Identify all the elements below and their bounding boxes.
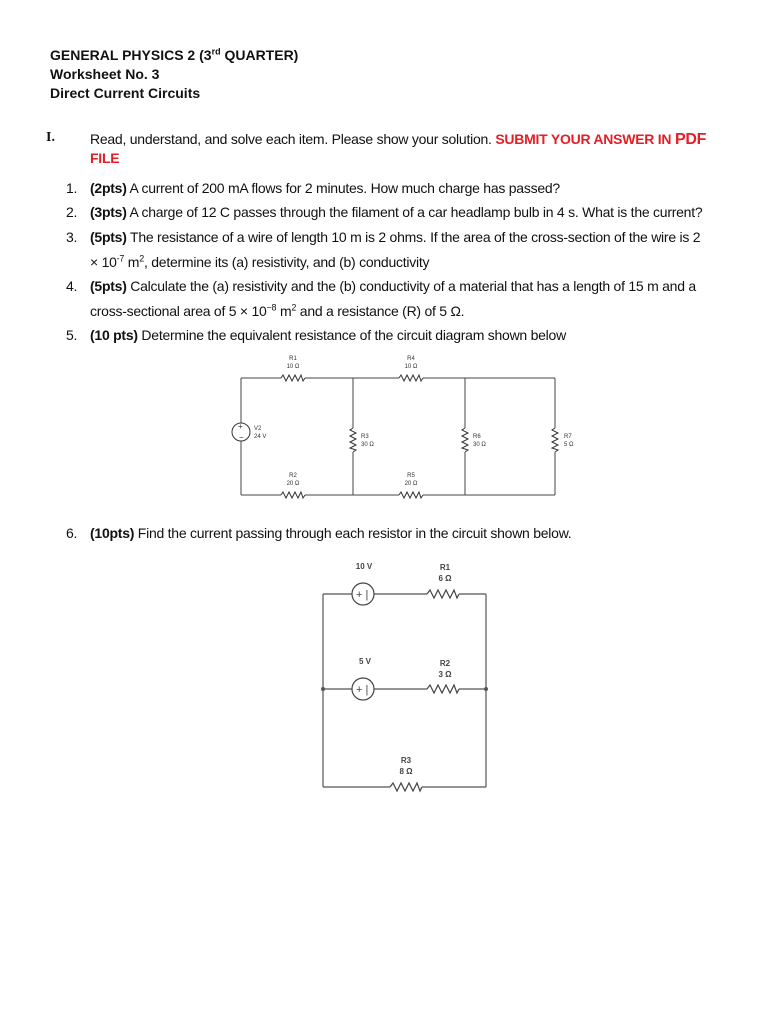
resistor-r3-8ohm xyxy=(390,783,422,791)
v2-value: 24 V xyxy=(254,434,267,440)
v2-value-2: 5 V xyxy=(358,657,372,666)
r1-value: 10 Ω xyxy=(286,364,300,370)
course-title: GENERAL PHYSICS 2 (3rd QUARTER) xyxy=(50,46,299,63)
r5-label: R5 xyxy=(407,473,415,479)
r5-value: 20 Ω xyxy=(404,481,418,487)
resistor-r1-6ohm xyxy=(427,590,459,598)
source-10v-polarity-icon: + | xyxy=(356,589,369,601)
r4-value: 10 Ω xyxy=(404,364,418,370)
question-6: 6. (10pts) Find the current passing through each resistor in the circuit shown below. xyxy=(66,525,572,541)
r2-value: 20 Ω xyxy=(286,481,300,487)
r6-value: 30 Ω xyxy=(473,442,486,448)
r3-value-2: 8 Ω xyxy=(399,767,413,776)
worksheet-topic: Direct Current Circuits xyxy=(50,85,201,101)
r7-label: R7 xyxy=(564,434,572,440)
question-4: 4. (5pts) Calculate the (a) resistivity and the (b) conductivity of a material that has a length of 15 m and a cross-sectional area of $5 \times 10^{-8}$ $m^2$ and a resistance (R) of 5 Ω. xyxy=(66,278,696,319)
source-5v-polarity-icon: + | xyxy=(356,684,369,696)
question-5: 5. (10 pts) Determine the equivalent resistance of the circuit diagram shown below xyxy=(66,327,566,343)
r1-label-2: R1 xyxy=(439,563,451,572)
question-1: 1. (2pts) A current of 200 mA flows for 2 minutes. How much charge has passed? xyxy=(66,180,560,196)
r3-label: R3 xyxy=(361,434,369,440)
source-minus-icon: − xyxy=(239,433,244,442)
r1-label: R1 xyxy=(289,356,297,362)
r3-label-2: R3 xyxy=(400,756,412,765)
r2-label: R2 xyxy=(289,473,297,479)
source-plus-icon: + xyxy=(238,422,243,431)
section-instructions: Read, understand, and solve each item. Please show your solution. SUBMIT YOUR ANSWER IN PDF FILE xyxy=(90,131,707,166)
section-number: I. xyxy=(46,130,55,145)
worksheet-number: Worksheet No. 3 xyxy=(50,66,160,82)
resistor-r2-3ohm xyxy=(427,685,459,693)
r6-label: R6 xyxy=(473,434,481,440)
submit-note: SUBMIT YOUR ANSWER IN PDF FILE xyxy=(90,131,707,166)
question-2: 2. (3pts) A charge of 12 C passes through the filament of a car headlamp bulb in 4 s. What is the current? xyxy=(66,204,703,220)
v2-label: V2 xyxy=(254,426,262,432)
question-3: 3. (5pts) The resistance of a wire of length 10 m is 2 ohms. If the area of the cross-section of the wire is 2 × $10^{-7}$ $m^2$, determine its (a) resistivity, and (b) conductivity xyxy=(66,229,701,270)
r1-value-2: 6 Ω xyxy=(438,574,452,583)
r2-label-2: R2 xyxy=(439,659,451,668)
r2-value-2: 3 Ω xyxy=(438,670,452,679)
r3-value: 30 Ω xyxy=(361,442,374,448)
v1-value: 10 V xyxy=(355,562,373,571)
r4-label: R4 xyxy=(407,356,415,362)
r7-value: 5 Ω xyxy=(564,442,574,448)
